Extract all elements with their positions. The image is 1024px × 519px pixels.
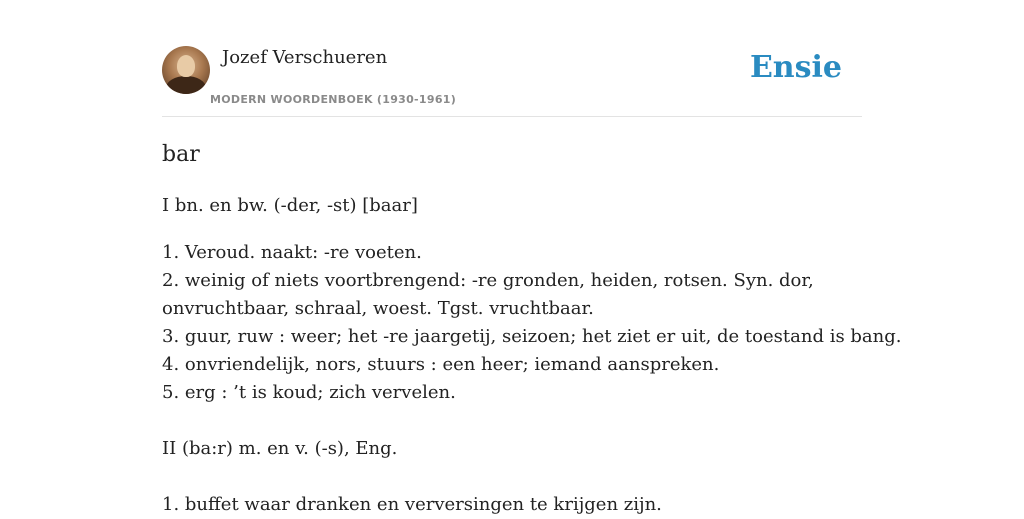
entry-line: 3. guur, ruw : weer; het -re jaargetij, seizoen; het ziet er uit, de toestand is bang. (162, 326, 902, 347)
page (162, 0, 902, 515)
entry-line: II (ba:r) m. en v. (-s), Eng. (162, 438, 398, 459)
header (162, 0, 862, 117)
entry-line: 1. buffet waar dranken en verversingen te krijgen zijn. (162, 494, 662, 515)
author-name[interactable]: Jozef Verschueren (222, 47, 388, 68)
entry-line: onvruchtbaar, schraal, woest. Tgst. vruchtbaar. (162, 298, 594, 319)
entry-line: 5. erg : ’t is koud; zich vervelen. (162, 382, 456, 403)
entry-line: 1. Veroud. naakt: -re voeten. (162, 242, 422, 263)
entry-line: 4. onvriendelijk, nors, stuurs : een heer; iemand aanspreken. (162, 354, 720, 375)
avatar-face (177, 55, 195, 77)
source-title[interactable]: MODERN WOORDENBOEK (1930-1961) (210, 93, 457, 106)
entry-line: 2. weinig of niets voortbrengend: -re gronden, heiden, rotsen. Syn. dor, (162, 270, 814, 291)
entry-line: I bn. en bw. (-der, -st) [baar] (162, 195, 418, 216)
brand-logo[interactable]: Ensie (749, 50, 842, 85)
author-avatar[interactable] (162, 46, 210, 94)
avatar-shoulders (166, 76, 206, 94)
headword: bar (162, 142, 200, 167)
